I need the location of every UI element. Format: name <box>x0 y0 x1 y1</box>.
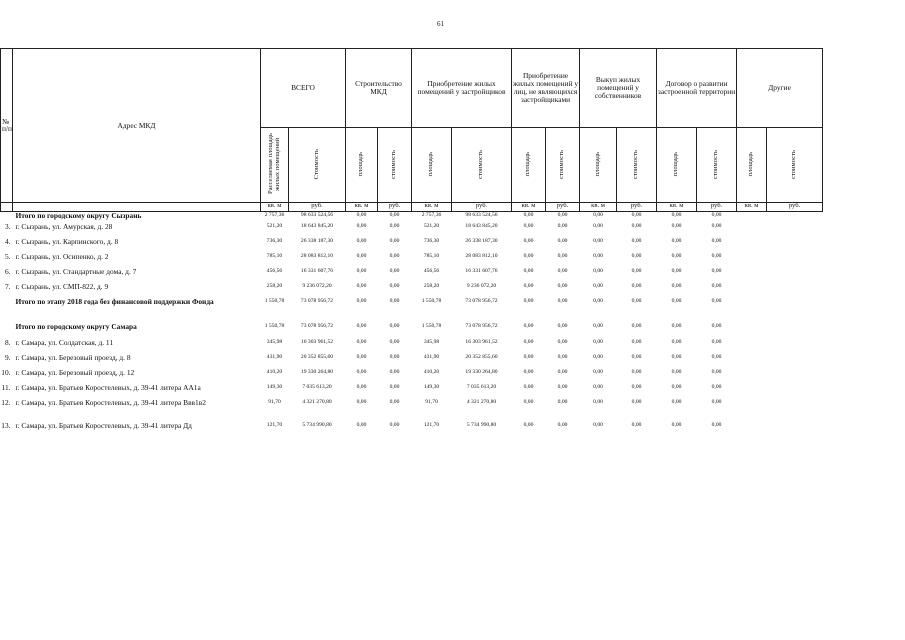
area-value: 0,00 <box>671 354 682 361</box>
area-value: 0,00 <box>671 339 682 346</box>
cost-value: 0,00 <box>631 354 642 361</box>
other-value <box>737 223 767 238</box>
area-value: 0,00 <box>593 268 603 275</box>
row-number <box>1 298 13 323</box>
sub-header-cost: стоимость <box>546 128 580 203</box>
area-value: 0,00 <box>523 384 534 391</box>
row-number: 13. <box>1 421 11 431</box>
area-value: 0,00 <box>523 253 534 260</box>
unit-sqm: кв. м <box>346 202 378 211</box>
cost-value: 98 633 524,56 <box>452 211 512 223</box>
other-value <box>737 283 767 298</box>
cost-value: 0,00 <box>557 223 568 230</box>
other-value <box>767 369 823 384</box>
sub-header-area: площадь <box>657 128 697 203</box>
area-value: 0,00 <box>356 298 367 305</box>
area-value: 456,56 <box>266 268 283 275</box>
area-value: 0,00 <box>356 384 367 391</box>
area-value: 431,90 <box>423 354 440 361</box>
cost-value: 26 338 187,30 <box>300 238 334 245</box>
cost-value: 0,00 <box>557 399 568 406</box>
area-value: 1 550,78 <box>421 323 442 330</box>
cost-value: 19 330 264,80 <box>300 369 334 376</box>
area-value: 0,00 <box>523 238 534 245</box>
cost-value: 16 303 961,52 <box>465 339 498 346</box>
area-value: 121,70 <box>423 422 440 429</box>
cost-value: 0,00 <box>711 399 722 406</box>
area-value: 0,00 <box>593 399 603 406</box>
sub-header-cost: стоимость <box>452 128 512 203</box>
cost-value: 73 078 956,72 <box>465 298 498 305</box>
sub-header-cost: стоимость <box>378 128 412 203</box>
row-number <box>1 323 13 339</box>
unit-sqm: кв. м <box>261 202 289 211</box>
cost-value: 26 338 187,30 <box>465 238 498 245</box>
row-number: 6. <box>4 267 11 277</box>
area-value: 0,00 <box>671 298 682 305</box>
other-value <box>737 369 767 384</box>
cost-value: 9 236 072,20 <box>466 283 497 290</box>
row-address: г. Самара, ул. Братьев Коростелевых, д. 39-41 литера Ввв1в2 <box>15 398 206 408</box>
row-number: 10. <box>1 368 11 378</box>
area-value: 1 550,78 <box>421 298 442 305</box>
area-value: 0,00 <box>671 422 682 429</box>
area-value: 0,00 <box>523 422 534 429</box>
unit-blank <box>13 202 261 211</box>
area-value: 0,00 <box>671 283 682 290</box>
area-value: 785,10 <box>423 253 440 260</box>
area-value: 149,30 <box>423 384 440 391</box>
row-number: 8. <box>4 338 11 348</box>
cost-value: 0,00 <box>389 238 400 245</box>
cost-value: 0,00 <box>631 384 642 391</box>
area-value: 0,00 <box>593 422 603 429</box>
table-body <box>1 211 823 437</box>
cost-value: 0,00 <box>631 339 642 346</box>
sub-header-cost: стоимость <box>697 128 737 203</box>
area-value: 0,00 <box>356 339 367 346</box>
cost-value: 0,00 <box>631 253 642 260</box>
area-value: 0,00 <box>593 384 603 391</box>
other-value <box>767 268 823 283</box>
cost-value: 0,00 <box>631 399 642 406</box>
area-value: 1 550,78 <box>264 298 285 305</box>
cost-value: 73 078 956,72 <box>300 298 334 305</box>
unit-rub: руб. <box>452 202 512 211</box>
area-value: 0,00 <box>593 339 603 346</box>
cost-value: 20 352 855,60 <box>300 354 334 361</box>
table-row <box>1 369 823 384</box>
total-row <box>1 298 823 323</box>
cost-value: 0,00 <box>389 283 400 290</box>
cost-value: 0,00 <box>389 268 400 275</box>
other-value <box>737 268 767 283</box>
cost-value: 0,00 <box>389 253 400 260</box>
row-number: 7. <box>4 282 11 292</box>
cost-value: 0,00 <box>711 268 722 275</box>
group-other-header: Другие <box>737 49 823 128</box>
cost-value: 16 303 961,52 <box>300 339 334 346</box>
table-row <box>1 354 823 369</box>
cost-value: 0,00 <box>389 354 400 361</box>
table-row <box>1 384 823 399</box>
area-value: 0,00 <box>523 298 534 305</box>
area-value: 0,00 <box>512 211 546 223</box>
area-value: 345,98 <box>266 339 283 346</box>
table-row <box>1 253 823 268</box>
other-value <box>737 238 767 253</box>
cost-value: 0,00 <box>697 211 737 223</box>
other-value <box>767 283 823 298</box>
cost-value: 0,00 <box>631 238 642 245</box>
cost-value: 0,00 <box>557 298 568 305</box>
other-value <box>737 211 767 223</box>
cost-value: 73 078 956,72 <box>465 323 498 330</box>
area-value: 0,00 <box>356 399 367 406</box>
area-value: 785,10 <box>266 253 283 260</box>
unit-rub: руб. <box>378 202 412 211</box>
cost-value: 0,00 <box>389 339 400 346</box>
cost-value: 18 643 845,20 <box>465 223 498 230</box>
area-value: 0,00 <box>593 223 603 230</box>
cost-value: 4 321 270,80 <box>466 399 497 406</box>
area-value: 0,00 <box>523 323 534 330</box>
cost-value: 0,00 <box>631 268 642 275</box>
area-value: 0,00 <box>523 268 534 275</box>
area-value: 0,00 <box>593 253 603 260</box>
cost-value: 0,00 <box>711 422 722 429</box>
cost-value: 16 331 607,76 <box>300 268 334 275</box>
cost-value: 18 643 845,20 <box>300 223 334 230</box>
group-purchase-developers-header: Приобретение жилых помещений у застройщиков <box>412 49 512 128</box>
address-header: Адрес МКД <box>13 49 261 203</box>
other-value <box>767 253 823 268</box>
area-value: 0,00 <box>593 323 603 330</box>
row-number: 12. <box>1 398 11 408</box>
table-row <box>1 283 823 298</box>
area-value: 91,70 <box>425 399 438 406</box>
cost-value: 0,00 <box>389 298 400 305</box>
area-value: 0,00 <box>593 238 603 245</box>
area-value: 736,30 <box>423 238 440 245</box>
cost-value: 5 734 990,80 <box>466 422 497 429</box>
other-value <box>767 323 823 339</box>
cost-value: 0,00 <box>711 369 722 376</box>
row-address: г. Самара, ул. Березовый проезд, д. 8 <box>15 353 131 363</box>
cost-value: 0,00 <box>378 211 412 223</box>
area-value: 0,00 <box>356 369 367 376</box>
cost-value: 28 083 812,10 <box>300 253 334 260</box>
cost-value: 0,00 <box>557 323 568 330</box>
row-address: г. Сызрань, ул. Карпинского, д. 8 <box>15 237 119 247</box>
other-value <box>767 238 823 253</box>
table-row <box>1 422 823 437</box>
page-number: 61 <box>437 20 444 28</box>
table-row <box>1 268 823 283</box>
area-value: 0,00 <box>657 211 697 223</box>
area-value: 121,70 <box>266 422 283 429</box>
unit-sqm: кв. м <box>512 202 546 211</box>
cost-value: 9 236 072,20 <box>302 283 332 290</box>
row-address: г. Сызрань, ул. Амурская, д. 28 <box>15 222 113 232</box>
total-row <box>1 323 823 339</box>
area-value: 0,00 <box>593 354 603 361</box>
area-value: 0,00 <box>523 354 534 361</box>
cost-value: 0,00 <box>631 298 642 305</box>
group-territory-contract-header: Договор о развитии застроенной территории <box>657 49 737 128</box>
area-value: 0,00 <box>580 211 617 223</box>
cost-value: 16 331 607,76 <box>465 268 498 275</box>
unit-blank <box>1 202 13 211</box>
cost-value: 7 035 613,20 <box>302 384 332 391</box>
group-buyout-header: Выкуп жилых помещений у собственников <box>580 49 657 128</box>
area-value: 0,00 <box>356 323 367 330</box>
area-value: 0,00 <box>356 238 367 245</box>
cost-value: 0,00 <box>711 298 722 305</box>
row-address: г. Самара, ул. Березовый проезд, д. 12 <box>15 368 135 378</box>
sub-header-cost: стоимость <box>767 128 823 203</box>
cost-value: 0,00 <box>557 354 568 361</box>
cost-value: 0,00 <box>711 223 722 230</box>
unit-sqm: кв. м <box>737 202 767 211</box>
cost-value: 0,00 <box>711 339 722 346</box>
row-address: Итого по городскому округу Самара <box>15 322 137 332</box>
area-value: 456,56 <box>423 268 440 275</box>
area-value: 0,00 <box>346 211 378 223</box>
sub-header-area: площадь <box>412 128 452 203</box>
cost-value: 5 734 990,80 <box>302 422 332 429</box>
cost-value: 28 083 812,10 <box>465 253 498 260</box>
other-value <box>737 339 767 354</box>
unit-rub: руб. <box>767 202 823 211</box>
cost-value: 0,00 <box>711 238 722 245</box>
group-total-header: ВСЕГО <box>261 49 346 128</box>
row-address: Итого по городскому округу Сызрань <box>15 210 142 220</box>
cost-value: 0,00 <box>557 238 568 245</box>
cost-value: 4 321 270,80 <box>302 399 332 406</box>
area-value: 431,90 <box>266 354 283 361</box>
area-value: 0,00 <box>356 223 367 230</box>
cost-value: 7 035 613,20 <box>466 384 497 391</box>
area-value: 0,00 <box>356 422 367 429</box>
cost-value: 19 330 264,80 <box>465 369 498 376</box>
table-row <box>1 223 823 238</box>
row-number: 4. <box>4 237 11 247</box>
group-construction-header: Строительство МКД <box>346 49 412 128</box>
sub-header-settled-area: Расселяемая площадь жилых помещений <box>261 128 289 203</box>
other-value <box>737 354 767 369</box>
table-row <box>1 238 823 253</box>
cost-value: 0,00 <box>557 369 568 376</box>
area-value: 0,00 <box>523 369 534 376</box>
cost-value: 0,00 <box>389 384 400 391</box>
cost-value: 0,00 <box>389 223 400 230</box>
other-value <box>767 399 823 422</box>
area-value: 1 550,78 <box>264 323 285 330</box>
sub-header-area: площадь <box>512 128 546 203</box>
cost-value: 0,00 <box>631 283 642 290</box>
other-value <box>767 223 823 238</box>
other-value <box>767 354 823 369</box>
cost-value: 0,00 <box>389 323 400 330</box>
unit-rub: руб. <box>289 202 346 211</box>
cost-value: 0,00 <box>557 384 568 391</box>
area-value: 0,00 <box>523 283 534 290</box>
other-value <box>767 298 823 323</box>
area-value: 0,00 <box>593 369 603 376</box>
other-value <box>737 422 767 437</box>
row-address: г. Сызрань, ул. Осипенко, д. 2 <box>15 252 109 262</box>
area-value: 0,00 <box>671 399 682 406</box>
cost-value: 0,00 <box>557 422 568 429</box>
area-value: 2 757,36 <box>412 211 452 223</box>
cost-value: 0,00 <box>557 339 568 346</box>
area-value: 0,00 <box>671 253 682 260</box>
area-value: 410,20 <box>423 369 440 376</box>
cost-value: 0,00 <box>631 323 642 330</box>
other-value <box>767 339 823 354</box>
other-value <box>737 253 767 268</box>
area-value: 0,00 <box>356 253 367 260</box>
area-value: 0,00 <box>593 298 603 305</box>
cost-value: 98 633 524,56 <box>289 211 346 223</box>
area-value: 736,30 <box>266 238 283 245</box>
area-value: 410,20 <box>266 369 283 376</box>
area-value: 521,20 <box>266 223 283 230</box>
cost-value: 0,00 <box>557 268 568 275</box>
area-value: 0,00 <box>356 354 367 361</box>
area-value: 0,00 <box>523 399 534 406</box>
row-address: г. Сызрань, ул. Стандартные дома, д. 7 <box>15 267 137 277</box>
cost-value: 0,00 <box>389 422 400 429</box>
unit-rub: руб. <box>697 202 737 211</box>
cost-value: 0,00 <box>557 253 568 260</box>
cost-value: 73 078 956,72 <box>300 323 334 330</box>
row-number: 9. <box>4 353 11 363</box>
other-value <box>737 384 767 399</box>
area-value: 149,30 <box>266 384 283 391</box>
area-value: 2 757,36 <box>261 211 289 223</box>
sub-header-cost: стоимость <box>617 128 657 203</box>
row-number: 11. <box>1 383 11 393</box>
area-value: 0,00 <box>671 384 682 391</box>
sub-header-area: площадь <box>346 128 378 203</box>
cost-value: 0,00 <box>711 323 722 330</box>
sub-header-cost: Стоимость <box>289 128 346 203</box>
unit-sqm: кв. м <box>657 202 697 211</box>
unit-sqm: кв. м <box>580 202 617 211</box>
area-value: 0,00 <box>523 339 534 346</box>
cost-value: 0,00 <box>711 354 722 361</box>
cost-value: 0,00 <box>546 211 580 223</box>
cost-value: 20 352 855,60 <box>465 354 498 361</box>
other-value <box>737 399 767 422</box>
cost-value: 0,00 <box>631 369 642 376</box>
cost-value: 0,00 <box>631 422 642 429</box>
area-value: 0,00 <box>356 268 367 275</box>
number-header: № п/п <box>1 49 13 203</box>
area-value: 0,00 <box>356 283 367 290</box>
cost-value: 0,00 <box>389 399 400 406</box>
row-address: г. Самара, ул. Солдатская, д. 11 <box>15 338 114 348</box>
unit-sqm: кв. м <box>412 202 452 211</box>
area-value: 0,00 <box>523 223 534 230</box>
row-address: г. Сызрань, ул. СМП-822, д. 9 <box>15 282 109 292</box>
other-value <box>767 384 823 399</box>
cost-value: 0,00 <box>711 253 722 260</box>
row-number: 3. <box>4 222 11 232</box>
row-address: Итого по этапу 2018 года без финансовой поддержки Фонда <box>15 297 214 307</box>
other-value <box>737 323 767 339</box>
row-address: г. Самара, ул. Братьев Коростелевых, д. 39-41 литера Дд <box>15 421 192 431</box>
row-address: г. Самара, ул. Братьев Коростелевых, д. 39-41 литера АА1а <box>15 383 201 393</box>
cost-value: 0,00 <box>389 369 400 376</box>
area-value: 0,00 <box>671 223 682 230</box>
area-value: 258,20 <box>266 283 283 290</box>
unit-rub: руб. <box>546 202 580 211</box>
cost-value: 0,00 <box>711 384 722 391</box>
cost-value: 0,00 <box>711 283 722 290</box>
unit-rub: руб. <box>617 202 657 211</box>
other-value <box>737 298 767 323</box>
area-value: 258,20 <box>423 283 440 290</box>
row-number: 5. <box>4 252 11 262</box>
area-value: 91,70 <box>268 399 281 406</box>
cost-value: 0,00 <box>557 283 568 290</box>
area-value: 0,00 <box>593 283 603 290</box>
area-value: 0,00 <box>671 238 682 245</box>
cost-value: 0,00 <box>617 211 657 223</box>
other-value <box>767 422 823 437</box>
other-value <box>767 211 823 223</box>
area-value: 0,00 <box>671 323 682 330</box>
area-value: 0,00 <box>671 369 682 376</box>
area-value: 345,98 <box>423 339 440 346</box>
table-row <box>1 399 823 422</box>
area-value: 0,00 <box>671 268 682 275</box>
total-row <box>1 211 823 223</box>
sub-header-area: площадь <box>580 128 617 203</box>
cost-value: 0,00 <box>631 223 642 230</box>
group-purchase-non-developers-header: Приобретение жилых помещений у лиц, не являющихся застройщиками <box>512 49 580 128</box>
sub-header-area: площадь <box>737 128 767 203</box>
table-row <box>1 339 823 354</box>
area-value: 521,20 <box>423 223 440 230</box>
resettlement-table <box>0 48 823 437</box>
